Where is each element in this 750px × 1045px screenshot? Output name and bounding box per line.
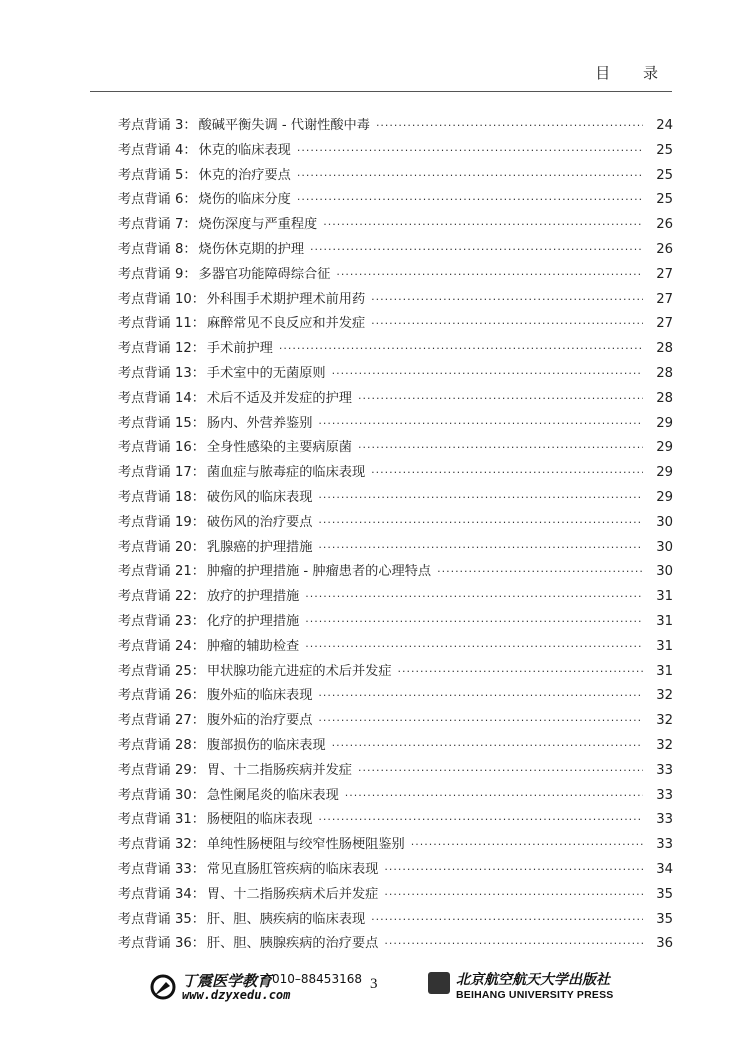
toc-entry-prefix: 考点背诵 23： <box>118 613 205 629</box>
toc-entry-prefix: 考点背诵 14： <box>118 390 205 406</box>
toc-dot-leader <box>297 188 643 213</box>
toc-entry <box>118 858 673 883</box>
toc-entry-page: 31 <box>656 613 673 629</box>
dzyxedu-brand-name: 丁震医学教育 <box>182 972 273 990</box>
toc-entry-title: 肝、胆、胰腺疾病的治疗要点 <box>206 936 379 952</box>
beihang-press-name-en: BEIHANG UNIVERSITY PRESS <box>456 989 614 1001</box>
toc-entry-prefix: 考点背诵 22： <box>118 589 205 605</box>
toc-dot-leader <box>279 337 643 362</box>
toc-dot-leader <box>297 164 643 189</box>
toc-entry <box>118 263 673 288</box>
toc-entry-title: 烧伤深度与严重程度 <box>198 217 318 233</box>
toc-dot-leader <box>384 858 643 883</box>
toc-entry-title: 腹外疝的临床表现 <box>206 688 313 704</box>
toc-entry-title: 急性阑尾炎的临床表现 <box>206 787 339 803</box>
toc-entry-prefix: 考点背诵 12： <box>118 341 205 357</box>
toc-entry-prefix: 考点背诵 26： <box>118 688 205 704</box>
toc-entry-prefix: 考点背诵 15： <box>118 415 205 431</box>
toc-entry <box>118 883 673 908</box>
toc-entry-title: 化疗的护理措施 <box>206 613 300 629</box>
toc-entry-title: 休克的治疗要点 <box>198 167 291 183</box>
toc-dot-leader <box>318 536 643 561</box>
toc-entry <box>118 238 673 263</box>
toc-entry <box>118 387 673 412</box>
toc-entry-title: 肠内、外营养鉴别 <box>206 415 313 431</box>
toc-entry-title: 外科围手术期护理术前用药 <box>206 291 366 307</box>
toc-entry-title: 手术室中的无菌原则 <box>206 365 326 381</box>
toc-entry-prefix: 考点背诵 27： <box>118 713 205 729</box>
toc-entry <box>118 759 673 784</box>
toc-dot-leader <box>305 585 643 610</box>
toc-dot-leader <box>318 486 643 511</box>
toc-entry-page: 29 <box>656 465 673 481</box>
toc-entry <box>118 486 673 511</box>
dzyxedu-emblem-icon <box>150 974 178 1000</box>
toc-dot-leader <box>297 139 643 164</box>
toc-entry <box>118 436 673 461</box>
toc-entry-prefix: 考点背诵 24： <box>118 638 205 654</box>
toc-entry-page: 30 <box>656 514 673 530</box>
dzyxedu-logo <box>150 970 362 1004</box>
toc-entry-page: 32 <box>656 713 673 729</box>
toc-dot-leader <box>323 213 643 238</box>
toc-dot-leader <box>371 288 643 313</box>
toc-entry <box>118 362 673 387</box>
toc-entry <box>118 833 673 858</box>
beihang-press-logo <box>428 970 628 1004</box>
toc-dot-leader <box>371 461 643 486</box>
toc-entry <box>118 114 673 139</box>
toc-dot-leader <box>358 387 643 412</box>
toc-entry-title: 乳腺癌的护理措施 <box>206 539 313 555</box>
toc-entry-title: 破伤风的治疗要点 <box>206 514 313 530</box>
toc-entry-prefix: 考点背诵 34： <box>118 886 205 902</box>
toc-dot-leader <box>318 511 643 536</box>
toc-entry-page: 26 <box>656 217 673 233</box>
toc-entry <box>118 412 673 437</box>
toc-dot-leader <box>437 560 643 585</box>
toc-entry <box>118 213 673 238</box>
toc-entry <box>118 511 673 536</box>
table-of-contents <box>118 114 673 957</box>
toc-entry-page: 32 <box>656 737 673 753</box>
toc-entry-title: 休克的临床表现 <box>198 142 291 158</box>
toc-dot-leader <box>305 610 643 635</box>
toc-entry <box>118 684 673 709</box>
toc-entry <box>118 908 673 933</box>
toc-dot-leader <box>371 908 643 933</box>
toc-entry-page: 33 <box>656 837 673 853</box>
toc-entry-prefix: 考点背诵 31： <box>118 812 205 828</box>
beihang-press-emblem-icon <box>428 972 450 994</box>
toc-entry-page: 27 <box>656 266 673 282</box>
toc-dot-leader <box>384 883 643 908</box>
toc-entry <box>118 188 673 213</box>
toc-dot-leader <box>318 412 643 437</box>
toc-entry-prefix: 考点背诵 7： <box>118 217 197 233</box>
dzyxedu-phone: 010–88453168 <box>272 972 362 986</box>
toc-entry-prefix: 考点背诵 5： <box>118 167 197 183</box>
toc-entry-prefix: 考点背诵 36： <box>118 936 205 952</box>
toc-entry-page: 29 <box>656 440 673 456</box>
toc-entry-prefix: 考点背诵 20： <box>118 539 205 555</box>
toc-dot-leader <box>411 833 643 858</box>
toc-entry-prefix: 考点背诵 29： <box>118 762 205 778</box>
toc-entry-title: 术后不适及并发症的护理 <box>206 390 352 406</box>
toc-entry-prefix: 考点背诵 21： <box>118 564 205 580</box>
page-number: 3 <box>370 976 378 992</box>
page-footer <box>0 968 750 1008</box>
toc-entry-page: 33 <box>656 787 673 803</box>
toc-entry-title: 单纯性肠梗阻与绞窄性肠梗阻鉴别 <box>206 837 405 853</box>
page-header-title: 目 录 <box>595 64 672 82</box>
toc-entry-page: 35 <box>656 911 673 927</box>
toc-entry-title: 烧伤的临床分度 <box>198 192 291 208</box>
toc-entry-prefix: 考点背诵 4： <box>118 142 197 158</box>
toc-dot-leader <box>371 312 643 337</box>
toc-entry <box>118 635 673 660</box>
toc-entry-title: 麻醉常见不良反应和并发症 <box>206 316 366 332</box>
toc-entry-prefix: 考点背诵 6： <box>118 192 197 208</box>
toc-entry-page: 36 <box>656 936 673 952</box>
toc-entry-page: 29 <box>656 489 673 505</box>
toc-dot-leader <box>345 784 643 809</box>
toc-entry-title: 腹部损伤的临床表现 <box>206 737 326 753</box>
toc-entry-page: 34 <box>656 861 673 877</box>
toc-entry-title: 菌血症与脓毒症的临床表现 <box>206 465 366 481</box>
toc-entry-title: 常见直肠肛管疾病的临床表现 <box>206 861 379 877</box>
toc-entry <box>118 536 673 561</box>
beihang-press-name: 北京航空航天大学出版社 <box>456 972 610 988</box>
toc-entry <box>118 164 673 189</box>
toc-entry <box>118 560 673 585</box>
toc-dot-leader <box>358 436 643 461</box>
toc-entry <box>118 288 673 313</box>
toc-entry-title: 肿瘤的辅助检查 <box>206 638 300 654</box>
dzyxedu-url: www.dzyxedu.com <box>182 988 291 1002</box>
toc-dot-leader <box>318 684 643 709</box>
toc-dot-leader <box>318 808 643 833</box>
toc-entry-prefix: 考点背诵 3： <box>118 118 197 133</box>
toc-entry-prefix: 考点背诵 16： <box>118 440 205 456</box>
toc-entry-page: 31 <box>656 663 673 679</box>
toc-dot-leader <box>305 635 643 660</box>
toc-entry-page: 27 <box>656 316 673 332</box>
toc-entry-page: 24 <box>656 118 673 133</box>
toc-dot-leader <box>376 114 643 139</box>
toc-entry <box>118 932 673 957</box>
toc-entry-title: 肝、胆、胰疾病的临床表现 <box>206 911 366 927</box>
toc-entry <box>118 660 673 685</box>
toc-entry-page: 28 <box>656 341 673 357</box>
toc-entry-prefix: 考点背诵 13： <box>118 365 205 381</box>
toc-entry-title: 破伤风的临床表现 <box>206 489 313 505</box>
toc-entry-prefix: 考点背诵 30： <box>118 787 205 803</box>
toc-dot-leader <box>384 932 643 957</box>
toc-entry-page: 25 <box>656 192 673 208</box>
toc-entry-title: 放疗的护理措施 <box>206 589 300 605</box>
toc-entry-page: 28 <box>656 390 673 406</box>
toc-entry-title: 腹外疝的治疗要点 <box>206 713 313 729</box>
toc-entry-title: 手术前护理 <box>206 341 273 357</box>
toc-entry-prefix: 考点背诵 8： <box>118 241 197 257</box>
toc-dot-leader <box>318 709 643 734</box>
toc-entry <box>118 709 673 734</box>
toc-entry-title: 全身性感染的主要病原菌 <box>206 440 352 456</box>
toc-entry-prefix: 考点背诵 19： <box>118 514 205 530</box>
toc-entry-title: 肠梗阻的临床表现 <box>206 812 313 828</box>
toc-entry-page: 30 <box>656 539 673 555</box>
toc-entry-prefix: 考点背诵 35： <box>118 911 205 927</box>
toc-entry-page: 26 <box>656 241 673 257</box>
toc-entry-page: 29 <box>656 415 673 431</box>
toc-entry-page: 31 <box>656 638 673 654</box>
toc-entry <box>118 312 673 337</box>
toc-dot-leader <box>332 734 643 759</box>
toc-entry <box>118 139 673 164</box>
toc-dot-leader <box>398 660 643 685</box>
toc-entry-page: 31 <box>656 589 673 605</box>
toc-entry-title: 胃、十二指肠疾病并发症 <box>206 762 352 778</box>
toc-entry-title: 胃、十二指肠疾病术后并发症 <box>206 886 379 902</box>
toc-entry <box>118 784 673 809</box>
toc-entry-prefix: 考点背诵 33： <box>118 861 205 877</box>
toc-dot-leader <box>310 238 643 263</box>
header-divider <box>90 91 672 92</box>
toc-entry-prefix: 考点背诵 9： <box>118 266 197 282</box>
toc-dot-leader <box>358 759 643 784</box>
toc-entry-page: 33 <box>656 812 673 828</box>
toc-entry-title: 甲状腺功能亢进症的术后并发症 <box>206 663 392 679</box>
toc-entry-page: 28 <box>656 365 673 381</box>
toc-entry-page: 35 <box>656 886 673 902</box>
toc-entry-page: 27 <box>656 291 673 307</box>
toc-entry-prefix: 考点背诵 25： <box>118 663 205 679</box>
toc-entry-prefix: 考点背诵 28： <box>118 737 205 753</box>
toc-entry-prefix: 考点背诵 10： <box>118 291 205 307</box>
toc-entry-page: 33 <box>656 762 673 778</box>
toc-entry <box>118 337 673 362</box>
toc-dot-leader <box>332 362 643 387</box>
toc-entry-page: 32 <box>656 688 673 704</box>
toc-entry <box>118 461 673 486</box>
toc-entry-prefix: 考点背诵 18： <box>118 489 205 505</box>
toc-entry-page: 30 <box>656 564 673 580</box>
toc-entry-page: 25 <box>656 167 673 183</box>
toc-entry-prefix: 考点背诵 17： <box>118 465 205 481</box>
toc-entry-page: 25 <box>656 142 673 158</box>
toc-entry <box>118 610 673 635</box>
toc-entry-title: 多器官功能障碍综合征 <box>198 266 331 282</box>
toc-entry-prefix: 考点背诵 32： <box>118 837 205 853</box>
toc-entry-prefix: 考点背诵 11： <box>118 316 205 332</box>
toc-entry <box>118 734 673 759</box>
toc-dot-leader <box>336 263 643 288</box>
toc-entry <box>118 585 673 610</box>
toc-entry <box>118 808 673 833</box>
toc-entry-title: 烧伤休克期的护理 <box>198 241 305 257</box>
toc-entry-title: 酸碱平衡失调 - 代谢性酸中毒 <box>198 118 370 133</box>
toc-entry-title: 肿瘤的护理措施 - 肿瘤患者的心理特点 <box>206 564 432 580</box>
